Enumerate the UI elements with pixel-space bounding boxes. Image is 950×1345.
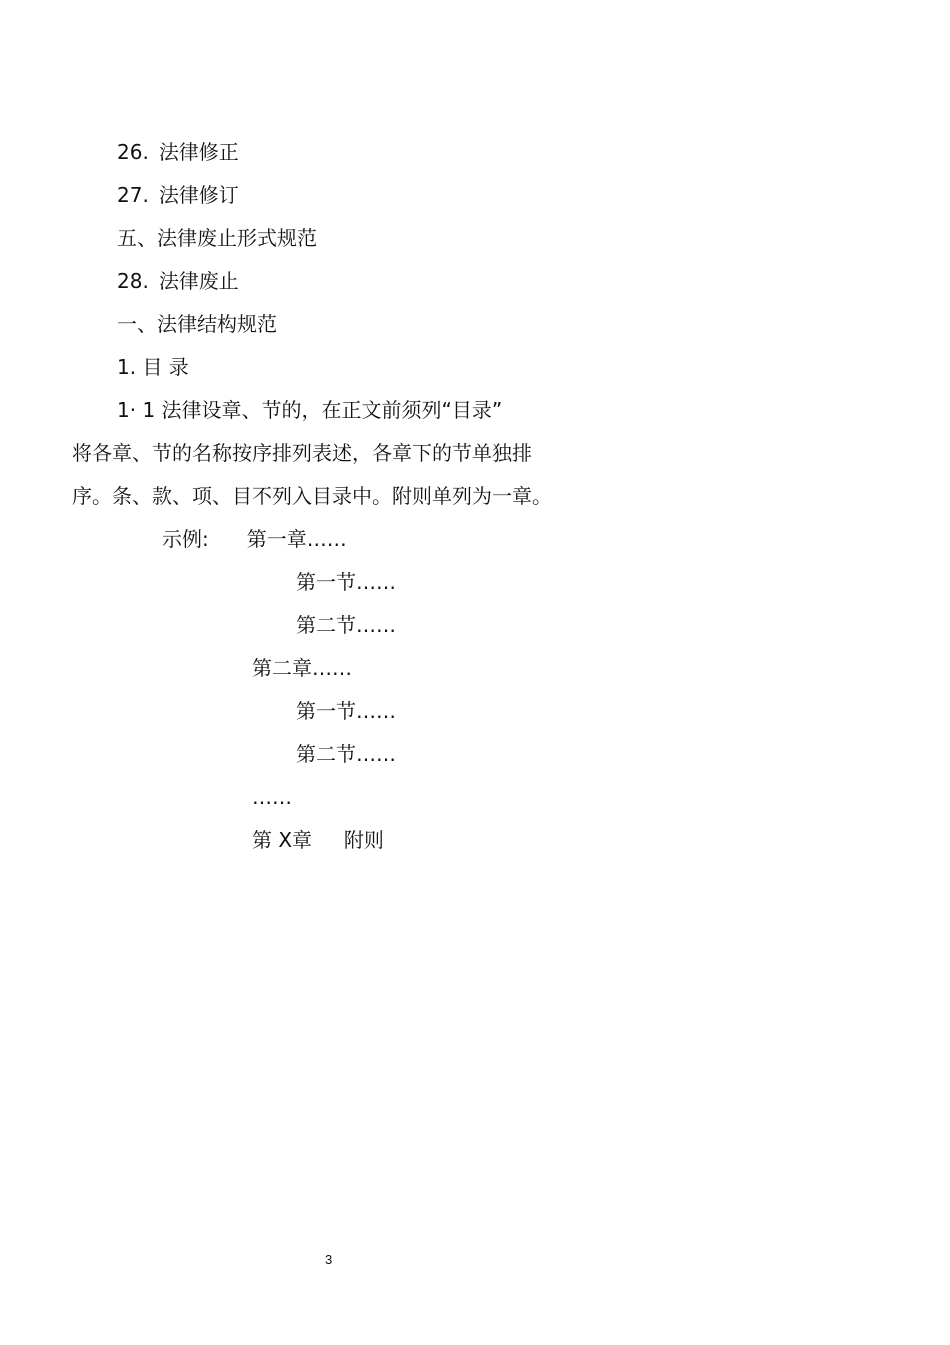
example-first-line	[162, 527, 347, 551]
example-chapter-2: 第二章……	[252, 656, 352, 680]
item-text: 法律修正	[158, 140, 239, 164]
paragraph-line-1: 1· 1 法律设章、节的，在正文前须列“目录”	[117, 398, 503, 422]
example-label: 示例:	[162, 527, 209, 551]
paragraph-line-2: 将各章、节的名称按序排列表述，各章下的节单独排	[72, 441, 532, 465]
example-appendix-chapter: 第 X章 附则	[252, 828, 384, 852]
toc-item-28	[117, 269, 239, 293]
page-number: 3	[325, 1252, 333, 1267]
example-section-2-2: 第二节……	[296, 742, 396, 766]
subsection-heading: 1. 目 录	[117, 355, 189, 379]
item-number: 26.	[117, 140, 149, 164]
example-section-1-2: 第二节……	[296, 613, 396, 637]
item-number: 28.	[117, 269, 149, 293]
item-text: 法律废止	[158, 269, 239, 293]
section-heading-five: 五、法律废止形式规范	[117, 226, 317, 250]
paragraph-line-3: 序。条、款、项、目不列入目录中。附则单列为一章。	[72, 484, 552, 508]
item-text: 法律修订	[158, 183, 239, 207]
example-section-1-1: 第一节……	[296, 570, 396, 594]
example-chapter-1: 第一章……	[246, 527, 347, 551]
item-number: 27.	[117, 183, 149, 207]
toc-item-27	[117, 183, 239, 207]
section-heading-one: 一、法律结构规范	[117, 312, 277, 336]
example-ellipsis: ……	[252, 785, 292, 809]
example-section-2-1: 第一节……	[296, 699, 396, 723]
toc-item-26	[117, 140, 239, 164]
